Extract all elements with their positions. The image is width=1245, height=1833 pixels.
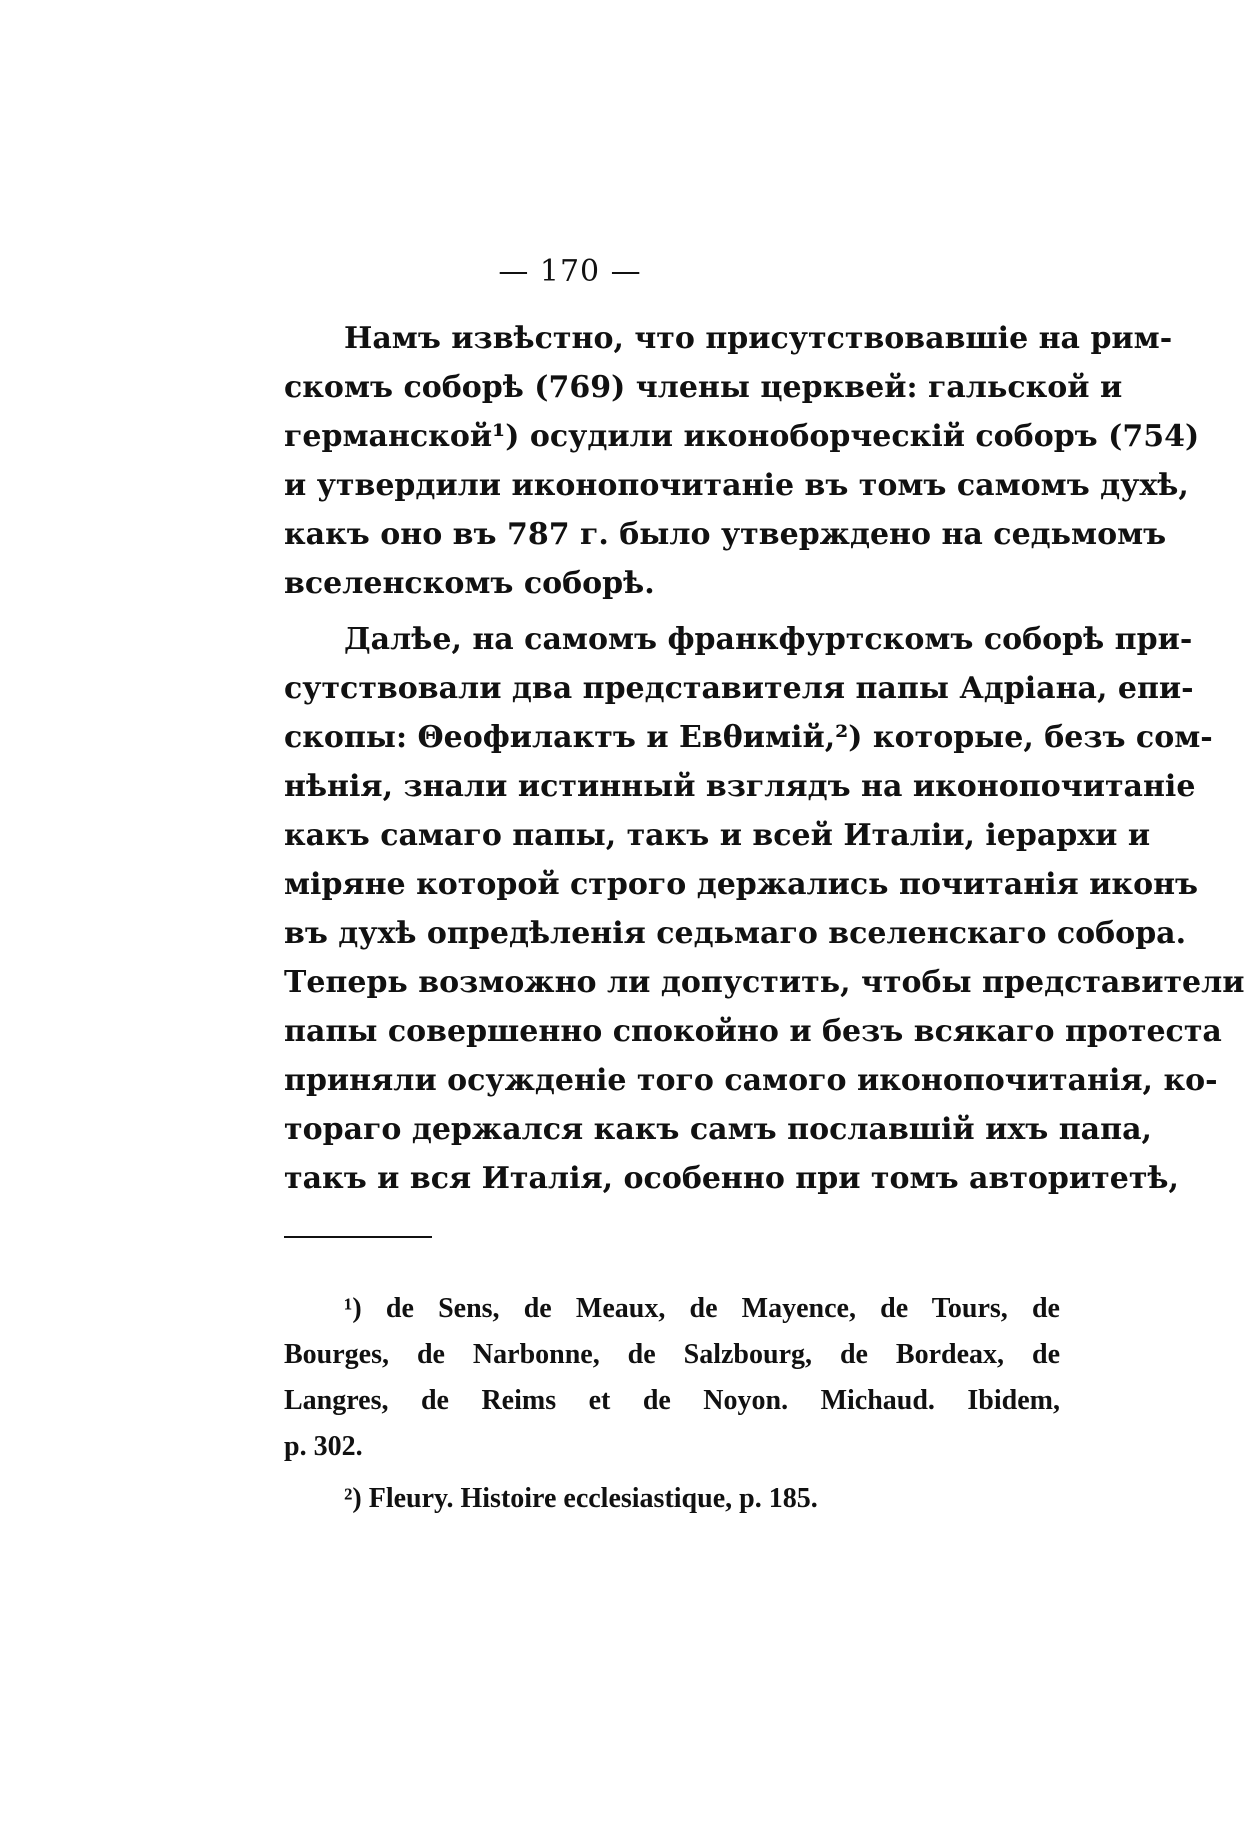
text-line: тораго держался какъ самъ пославшій ихъ папа, (284, 1112, 1152, 1147)
footnote-1 (284, 1286, 1060, 1470)
text-line: папы совершенно спокойно и безъ всякаго протеста (284, 1014, 1222, 1049)
page-number: — 170 — (498, 254, 642, 289)
text-line: нѣнія, знали истинный взглядъ на иконопочитаніе (284, 769, 1196, 804)
text-line: германской¹) осудили иконоборческій соборъ (754) (284, 419, 1200, 454)
footnote-line: p. 302. (284, 1431, 363, 1462)
text-line: такъ и вся Италія, особенно при томъ авторитетѣ, (284, 1161, 1179, 1196)
text-line: какъ оно въ 787 г. было утверждено на седьмомъ (284, 517, 1167, 552)
text-line: вселенскомъ соборѣ. (284, 566, 655, 601)
text-line: скопы: Θеофилактъ и Евθимій,²) которые, безъ сом- (284, 720, 1213, 755)
footnote-line: ¹) de Sens, de Meaux, de Mayence, de Tours, de (344, 1293, 1060, 1324)
text-line: въ духѣ опредѣленія седьмаго вселенскаго собора. (284, 916, 1187, 951)
text-line: міряне которой строго держались почитанія иконъ (284, 867, 1199, 902)
text-line: Намъ извѣстно, что присутствовавшіе на рим- (344, 321, 1173, 356)
text-line: Далѣе, на самомъ франкфуртскомъ соборѣ при- (344, 622, 1193, 657)
text-line: приняли осужденіе того самого иконопочитанія, ко- (284, 1063, 1218, 1098)
paragraph-1 (284, 314, 1200, 608)
footnote-2 (284, 1476, 1060, 1522)
paragraph-2 (284, 615, 1245, 1203)
text-line: скомъ соборѣ (769) члены церквей: гальской и (284, 370, 1123, 405)
text-line: и утвердили иконопочитаніе въ томъ самомъ духѣ, (284, 468, 1189, 503)
text-line: какъ самаго папы, такъ и всей Италіи, іерархи и (284, 818, 1151, 853)
footnote-line: ²) Fleury. Histoire ecclesiastique, p. 185. (344, 1483, 818, 1514)
text-line: Теперь возможно ли допустить, чтобы представители (284, 965, 1245, 1000)
footnote-line: Langres, de Reims et de Noyon. Michaud. Ibidem, (284, 1385, 1060, 1416)
text-line: сутствовали два представителя папы Адріана, епи- (284, 671, 1194, 706)
footnotes (284, 1286, 1060, 1522)
footnote-line: Bourges, de Narbonne, de Salzbourg, de Bordeax, de (284, 1339, 1060, 1370)
footnote-separator (284, 1236, 432, 1238)
